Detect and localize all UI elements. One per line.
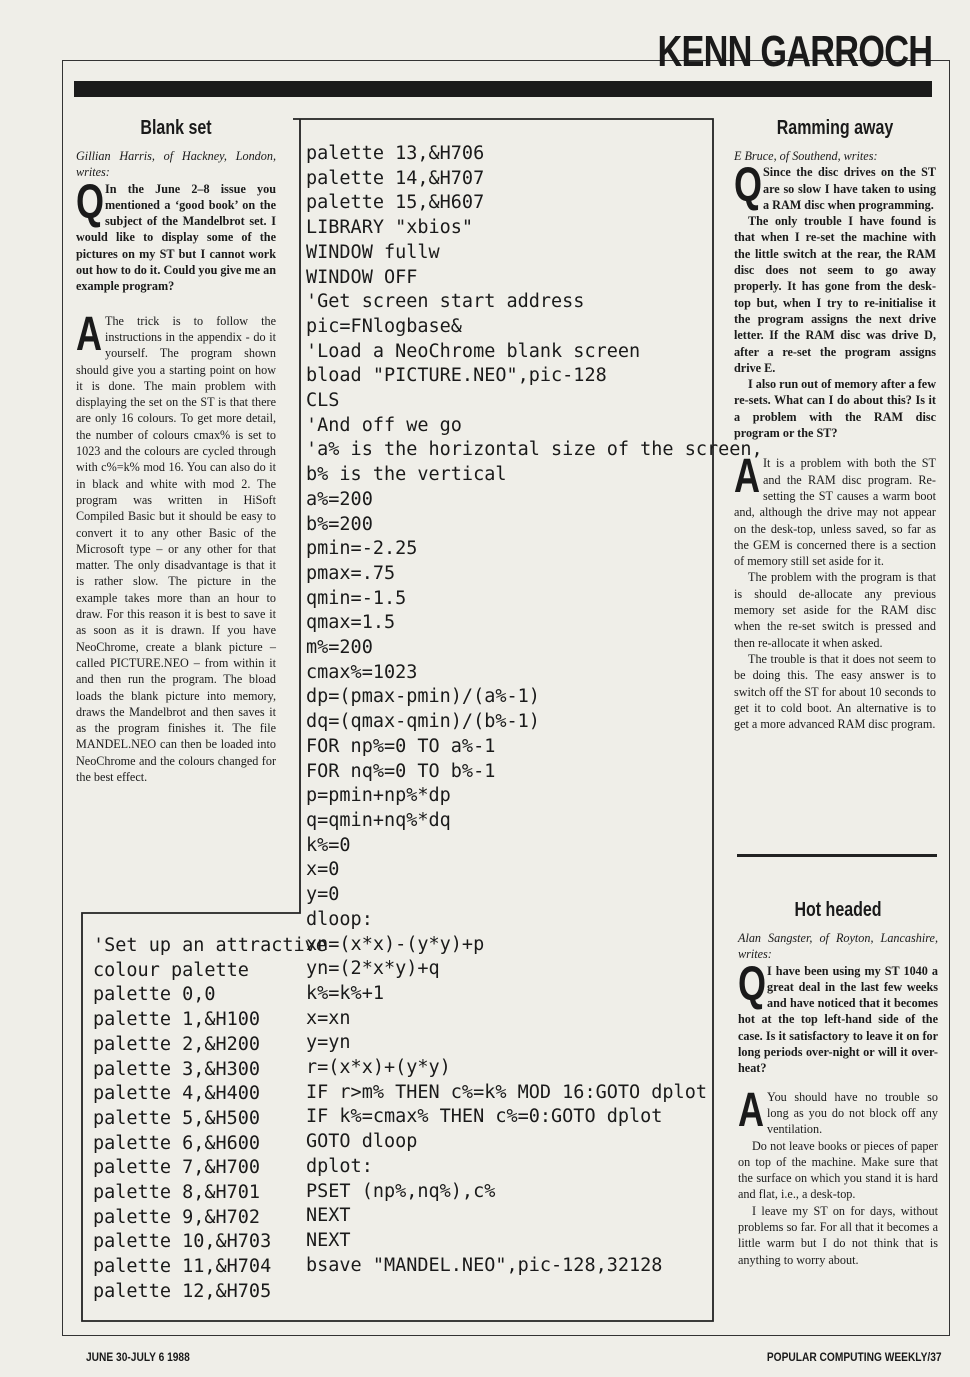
code-line: palette 0,0 xyxy=(93,984,216,1006)
code-line: p=pmin+np%*dp xyxy=(306,785,451,807)
code-line: 'Load a NeoChrome blank screen xyxy=(306,340,641,362)
right-article-ramming xyxy=(734,116,936,732)
ramming-title: Ramming away xyxy=(776,117,894,139)
question-text: Since the disc drives on the ST are so slow I have taken to using a RAM disc when programming. xyxy=(763,165,936,212)
code-line: palette 8,&H701 xyxy=(93,1182,261,1204)
code-line: palette 4,&H400 xyxy=(93,1083,261,1105)
code-line: palette 3,&H300 xyxy=(93,1058,261,1080)
q-drop-cap: Q xyxy=(734,159,763,213)
code-line: PSET (np%,nq%),c% xyxy=(306,1180,496,1202)
code-line: k%=0 xyxy=(306,834,351,856)
code-line: x=0 xyxy=(306,859,340,881)
code-line: GOTO dloop xyxy=(306,1131,418,1153)
code-line: qmax=1.5 xyxy=(306,612,396,634)
question-text: In the June 2–8 issue you mentioned a ‘good book’ on the subject of the Mandelbrot set. I would like to display some of the pictures on my ST but I cannot work out how to do it. Could you give me an example program? xyxy=(76,181,276,294)
footer-date: JUNE 30-JULY 6 1988 xyxy=(86,1350,190,1364)
ramming-question xyxy=(734,159,936,213)
article-divider xyxy=(737,854,937,857)
code-line: a%=200 xyxy=(306,488,373,510)
code-line: palette 10,&H703 xyxy=(93,1231,272,1253)
code-line: palette 11,&H704 xyxy=(93,1256,272,1278)
code-line: palette 14,&H707 xyxy=(306,167,485,189)
code-line: CLS xyxy=(306,390,340,412)
answer-text: The trick is to follow the instructions in the appendix - do it yourself. The program shown should give you a starting point on how it is done. The main problem with displaying the set on the ST is that there are only 16 colours. To get more detail, the number of colours cmax% is set to 1023 and the colours are cycled through with c%=k% mod 16. You can also do it in black and white with mod 2. The program was written in HiSoft Compiled Basic but it should be easy to convert it to any other Basic of the Microsoft type – or any other for that matter. The only disadvantage is that it is rather slow. The picture in the example takes more than an hour to draw. For this reason it is best to save it as soon as it is drawn. If you have NeoChrome, create a blank picture – called PICTURE.NEO – from within it and then run the program. The bload loads the blank picture into memory, draws the Mandelbrot and then saves it as the program finishes it. The file MANDEL.NEO can then be loaded into NeoChrome and the colours changed for the best effect. xyxy=(76,313,276,784)
code-line: bload "PICTURE.NEO",pic-128 xyxy=(306,365,607,387)
a-drop-cap: A xyxy=(734,450,761,504)
code-line: palette 1,&H100 xyxy=(93,1009,261,1031)
code-line: LIBRARY "xbios" xyxy=(306,217,474,239)
hot-headed-title: Hot headed xyxy=(794,899,882,921)
hot-headed-answer-2: Do not leave books or pieces of paper on top of the machine. Make sure that the surface on which you stand it is hard and flat, i.e., a desk-top. xyxy=(738,1138,938,1202)
right-article-hot-headed xyxy=(738,898,938,1268)
left-article-byline: Gillian Harris, of Hackney, London, writes: xyxy=(76,149,276,180)
code-line: NEXT xyxy=(306,1205,351,1227)
code-line: 'Set up an attractive xyxy=(93,935,327,956)
code-line: dplot: xyxy=(306,1155,373,1177)
code-listing-upper xyxy=(306,142,767,1278)
ramming-question-3: I also run out of memory after a few re-sets. What can I do about this? Is it a problem with the RAM disc program or the ST? xyxy=(734,377,936,441)
code-line: bsave "MANDEL.NEO",pic-128,32128 xyxy=(306,1254,663,1276)
code-line: palette 13,&H706 xyxy=(306,143,485,164)
code-line: dq=(qmax-qmin)/(b%-1) xyxy=(306,711,540,733)
ramming-byline: E Bruce, of Southend, writes: xyxy=(734,149,878,163)
answer-text: You should have no trouble so long as you do not block off any ventilation. xyxy=(767,1089,938,1137)
code-line: FOR nq%=0 TO b%-1 xyxy=(306,760,496,782)
ramming-answer-3: The trouble is that it does not seem to be doing this. The easy answer is to switch off the ST for about 10 seconds to get it to cold boot. An alternative is to get a more advanced RAM disc program. xyxy=(734,651,936,732)
code-line: b%=200 xyxy=(306,513,373,535)
code-listing-lower xyxy=(93,934,327,1305)
code-line: r=(x*x)+(y*y) xyxy=(306,1057,451,1079)
ramming-answer-2: The problem with the program is that is should de-allocate any previous memory set aside for the RAM disc when the re-set switch is pressed and then re-allocate it when asked. xyxy=(734,570,936,650)
code-line: m%=200 xyxy=(306,637,373,659)
a-drop-cap: A xyxy=(738,1083,765,1137)
footer-publication: POPULAR COMPUTING WEEKLY/37 xyxy=(767,1350,942,1364)
code-line: 'And off we go xyxy=(306,414,462,436)
code-line: 'a% is the horizontal size of the screen, xyxy=(306,439,763,461)
code-line: k%=k%+1 xyxy=(306,982,384,1004)
question-text: I have been using my ST 1040 a great deal in the last few weeks and have noticed that it becomes hot at the top left-hand side of the case. Is it satisfactory to leave it on for long periods over-night or will it over-heat? xyxy=(738,963,938,1076)
code-line: pic=FNlogbase& xyxy=(306,315,462,337)
code-line: q=qmin+nq%*dq xyxy=(306,809,451,831)
code-line: pmax=.75 xyxy=(306,562,396,584)
hot-headed-answer xyxy=(738,1083,938,1138)
q-drop-cap: Q xyxy=(76,175,105,229)
code-line: dloop: xyxy=(306,908,373,930)
author-header: KENN GARROCH xyxy=(657,27,932,76)
code-line: 'Get screen start address xyxy=(306,291,585,313)
hot-headed-question xyxy=(738,957,938,1077)
a-drop-cap: A xyxy=(76,307,103,361)
left-article-title: Blank set xyxy=(140,117,212,139)
code-line: palette 5,&H500 xyxy=(93,1107,261,1129)
code-line: yn=(2*x*y)+q xyxy=(306,958,440,980)
code-line: b% is the vertical xyxy=(306,464,507,486)
ramming-question-2: The only trouble I have found is that when I re-set the machine with the little switch at the rear, the RAM disc does not seem to go away properly. It has gone from the desk-top but, when I try to re-initialise it the program assigns the next drive letter. If the RAM disc was drive D, after a re-set the program assigns drive E. xyxy=(734,214,936,375)
code-line: palette 9,&H702 xyxy=(93,1206,261,1228)
q-drop-cap: Q xyxy=(738,957,767,1011)
answer-text: It is a problem with both the ST and the RAM disc program. Re-setting the ST causes a warm boot and, although the drive may not appear on the desk-top, unless saved, so far as the GEM is concerned there is a section of memory still set aside for it. xyxy=(734,456,936,569)
code-line: colour palette xyxy=(93,959,249,981)
code-line: palette 2,&H200 xyxy=(93,1033,261,1055)
code-line: FOR np%=0 TO a%-1 xyxy=(306,735,496,757)
code-line: x=xn xyxy=(306,1007,351,1029)
code-line: WINDOW fullw xyxy=(306,241,440,263)
code-line: xn=(x*x)-(y*y)+p xyxy=(306,933,485,955)
code-line: y=0 xyxy=(306,884,340,906)
code-line: y=yn xyxy=(306,1032,351,1054)
code-line: palette 15,&H607 xyxy=(306,192,485,214)
hot-headed-answer-3: I leave my ST on for days, without problems so far. For all that it becomes a little warm but I do not think that is anything to worry about. xyxy=(738,1203,938,1267)
code-line: IF k%=cmax% THEN c%=0:GOTO dplot xyxy=(306,1106,663,1128)
code-line: palette 6,&H600 xyxy=(93,1132,261,1154)
code-line: palette 7,&H700 xyxy=(93,1157,261,1179)
ramming-answer xyxy=(734,450,936,569)
hot-headed-byline: Alan Sangster, of Royton, Lancashire, writes: xyxy=(738,931,938,962)
code-line: dp=(pmax-pmin)/(a%-1) xyxy=(306,686,540,708)
code-line: qmin=-1.5 xyxy=(306,587,407,609)
code-line: palette 12,&H705 xyxy=(93,1280,272,1302)
code-line: cmax%=1023 xyxy=(306,661,418,683)
code-line: NEXT xyxy=(306,1229,351,1251)
code-line: pmin=-2.25 xyxy=(306,538,418,560)
code-line: IF r>m% THEN c%=k% MOD 16:GOTO dplot xyxy=(306,1081,707,1103)
code-line: WINDOW OFF xyxy=(306,266,418,288)
